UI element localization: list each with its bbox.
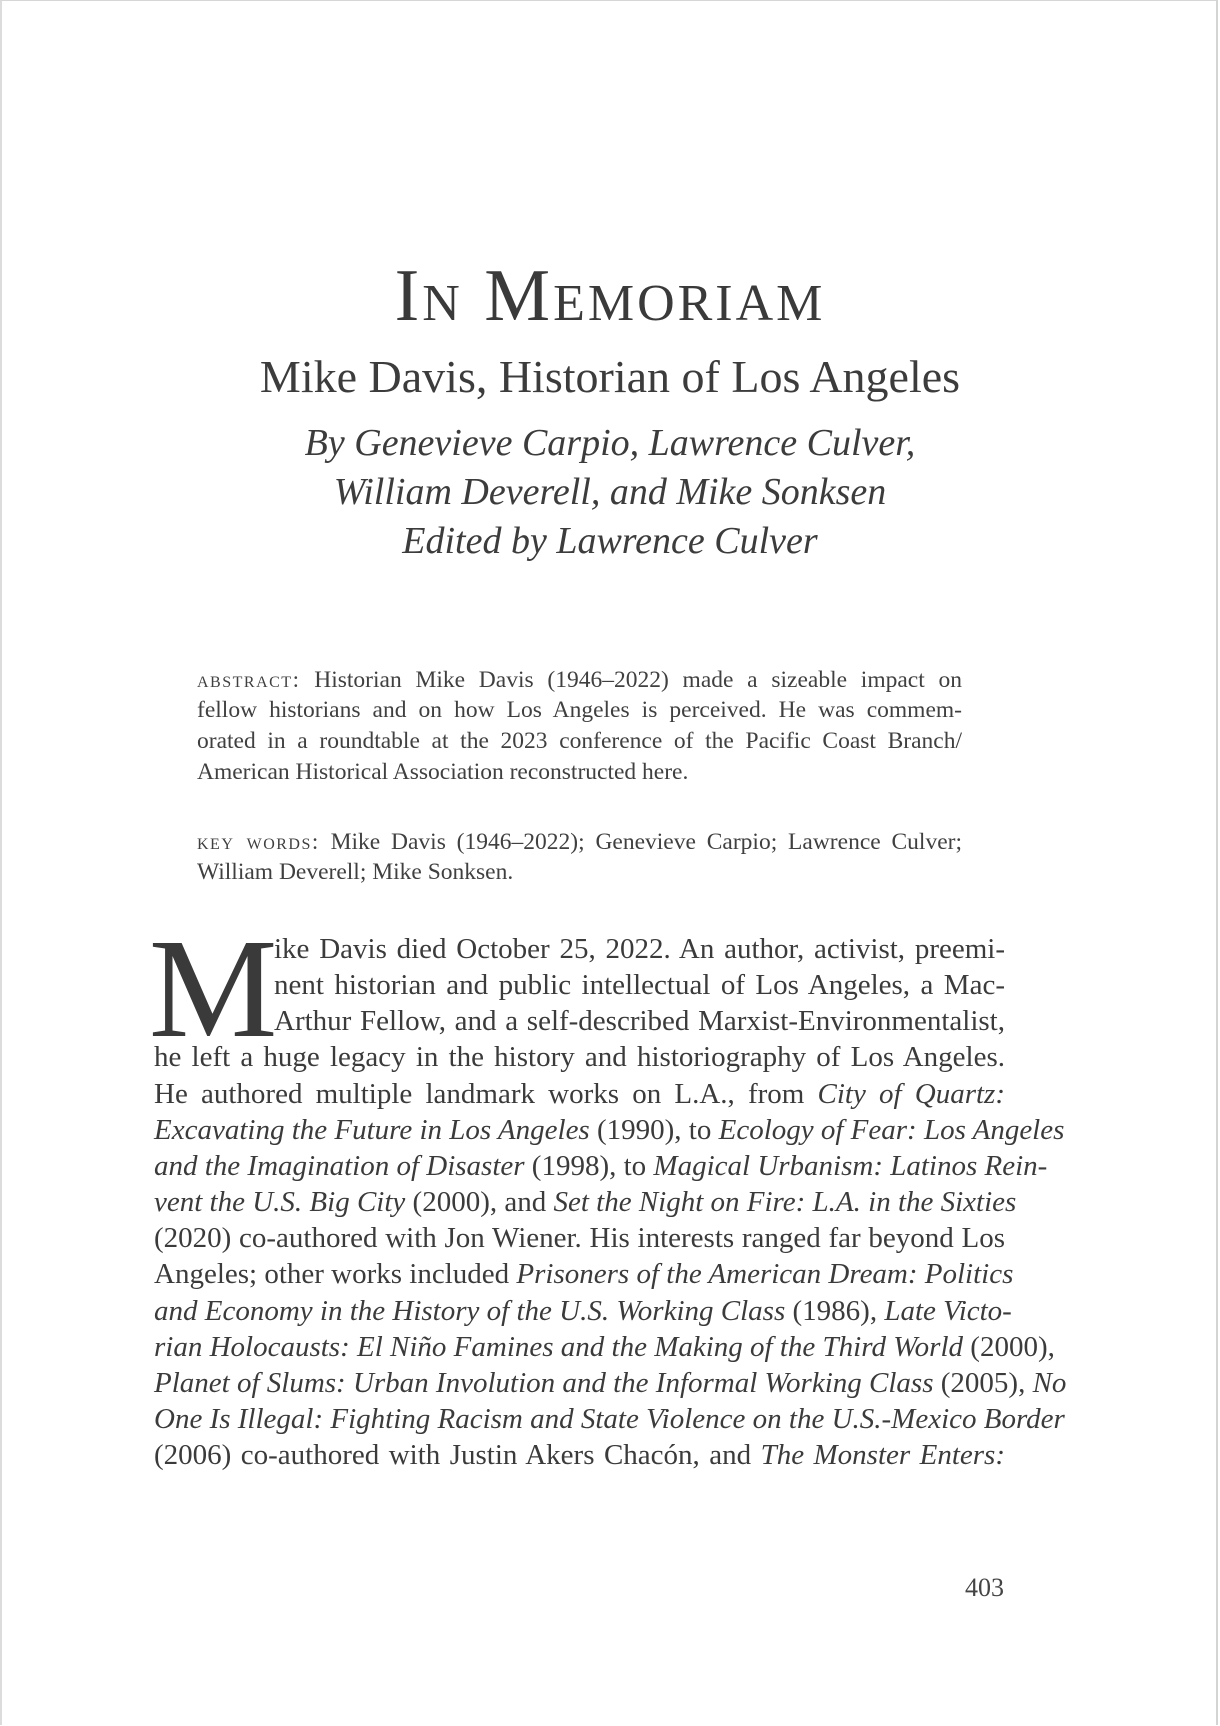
text-run: (2006) co-authored with Justin Akers Chacón, and bbox=[154, 1439, 761, 1472]
text-run: He authored multiple landmark works on L.A., from bbox=[154, 1077, 818, 1110]
byline-editor: Edited by Lawrence Culver bbox=[402, 520, 818, 562]
italic-title: and Economy in the History of the U.S. Working Class bbox=[154, 1294, 786, 1327]
body-line bbox=[154, 1329, 1055, 1365]
body-line bbox=[154, 1076, 1005, 1112]
keywords-line bbox=[197, 826, 962, 858]
italic-title: and the Imagination of Disaster bbox=[154, 1149, 525, 1182]
keywords-text: Mike Davis (1946–2022); Genevieve Carpio; Lawrence Culver; bbox=[330, 829, 962, 855]
italic-title: Ecology of Fear: Los Angeles bbox=[718, 1113, 1065, 1146]
article-section-title: In Memoriam bbox=[394, 255, 826, 337]
text-run: (2020) co-authored with Jon Wiener. His interests ranged far beyond Los bbox=[154, 1222, 1005, 1255]
body-line bbox=[274, 967, 1005, 1003]
body-line bbox=[154, 1293, 1012, 1329]
text-run: Angeles; other works included bbox=[154, 1258, 517, 1291]
italic-title: vent the U.S. Big City bbox=[154, 1186, 406, 1219]
text-run: Arthur Fellow, and a self-described Marxist-Environmentalist, bbox=[274, 1005, 1005, 1038]
abstract-line: fellow historians and on how Los Angeles is perceived. He was commem- bbox=[197, 697, 962, 723]
italic-title: City of Quartz: bbox=[817, 1077, 1005, 1110]
body-line bbox=[154, 1365, 1067, 1401]
italic-title: Magical Urbanism: Latinos Rein- bbox=[653, 1149, 1048, 1182]
italic-title: Excavating the Future in Los Angeles bbox=[154, 1113, 590, 1146]
body-line bbox=[154, 1148, 1048, 1184]
abstract-label: abstract: bbox=[197, 667, 301, 692]
article-title: Mike Davis, Historian of Los Angeles bbox=[259, 351, 961, 402]
body-line bbox=[154, 1039, 1005, 1075]
italic-title: Prisoners of the American Dream: Politics bbox=[516, 1258, 1014, 1291]
text-run: he left a huge legacy in the history and historiography of Los Angeles. bbox=[154, 1041, 1005, 1074]
body-line bbox=[274, 931, 1005, 967]
abstract-text: Historian Mike Davis (1946–2022) made a sizeable impact on bbox=[314, 667, 962, 693]
body-line bbox=[154, 1220, 1005, 1256]
italic-title: Late Victo- bbox=[884, 1294, 1012, 1327]
text-run: ike Davis died October 25, 2022. An author, activist, preemi- bbox=[274, 933, 1005, 965]
body-line bbox=[154, 1437, 1005, 1473]
text-run: (2000), bbox=[963, 1330, 1055, 1363]
italic-title: Planet of Slums: Urban Involution and the Informal Working Class bbox=[154, 1366, 934, 1399]
byline-authors-2: William Deverell, and Mike Sonksen bbox=[333, 471, 887, 513]
body-line bbox=[274, 1003, 1005, 1039]
text-run: (1990), to bbox=[589, 1113, 719, 1146]
text-run: (1986), bbox=[785, 1294, 885, 1327]
italic-title: The Monster Enters: bbox=[760, 1439, 1005, 1472]
body-line bbox=[154, 1401, 1065, 1437]
body-line bbox=[154, 1256, 1014, 1292]
text-run: nent historian and public intellectual of Los Angeles, a Mac- bbox=[274, 969, 1005, 1002]
abstract-line: American Historical Association reconstructed here. bbox=[197, 759, 689, 785]
text-run: (2000), and bbox=[405, 1186, 554, 1219]
text-run: (1998), to bbox=[524, 1149, 654, 1182]
drop-cap: M bbox=[148, 909, 278, 1067]
italic-title: rian Holocausts: El Niño Famines and the Making of the Third World bbox=[154, 1330, 964, 1363]
italic-title: One Is Illegal: Fighting Racism and State Violence on the U.S.-Mexico Border bbox=[154, 1402, 1065, 1435]
byline-authors-1: By Genevieve Carpio, Lawrence Culver, bbox=[304, 422, 916, 464]
body-line bbox=[154, 1184, 1017, 1220]
abstract-line: orated in a roundtable at the 2023 conference of the Pacific Coast Branch/ bbox=[197, 728, 962, 754]
keywords-label: key words: bbox=[197, 829, 320, 854]
italic-title: Set the Night on Fire: L.A. in the Sixties bbox=[553, 1186, 1017, 1219]
italic-title: No bbox=[1032, 1366, 1067, 1399]
page-number: 403 bbox=[965, 1573, 1004, 1602]
body-line bbox=[154, 1112, 1065, 1148]
keywords-line: William Deverell; Mike Sonksen. bbox=[197, 859, 514, 885]
abstract-line bbox=[197, 664, 962, 696]
text-run: (2005), bbox=[933, 1366, 1033, 1399]
